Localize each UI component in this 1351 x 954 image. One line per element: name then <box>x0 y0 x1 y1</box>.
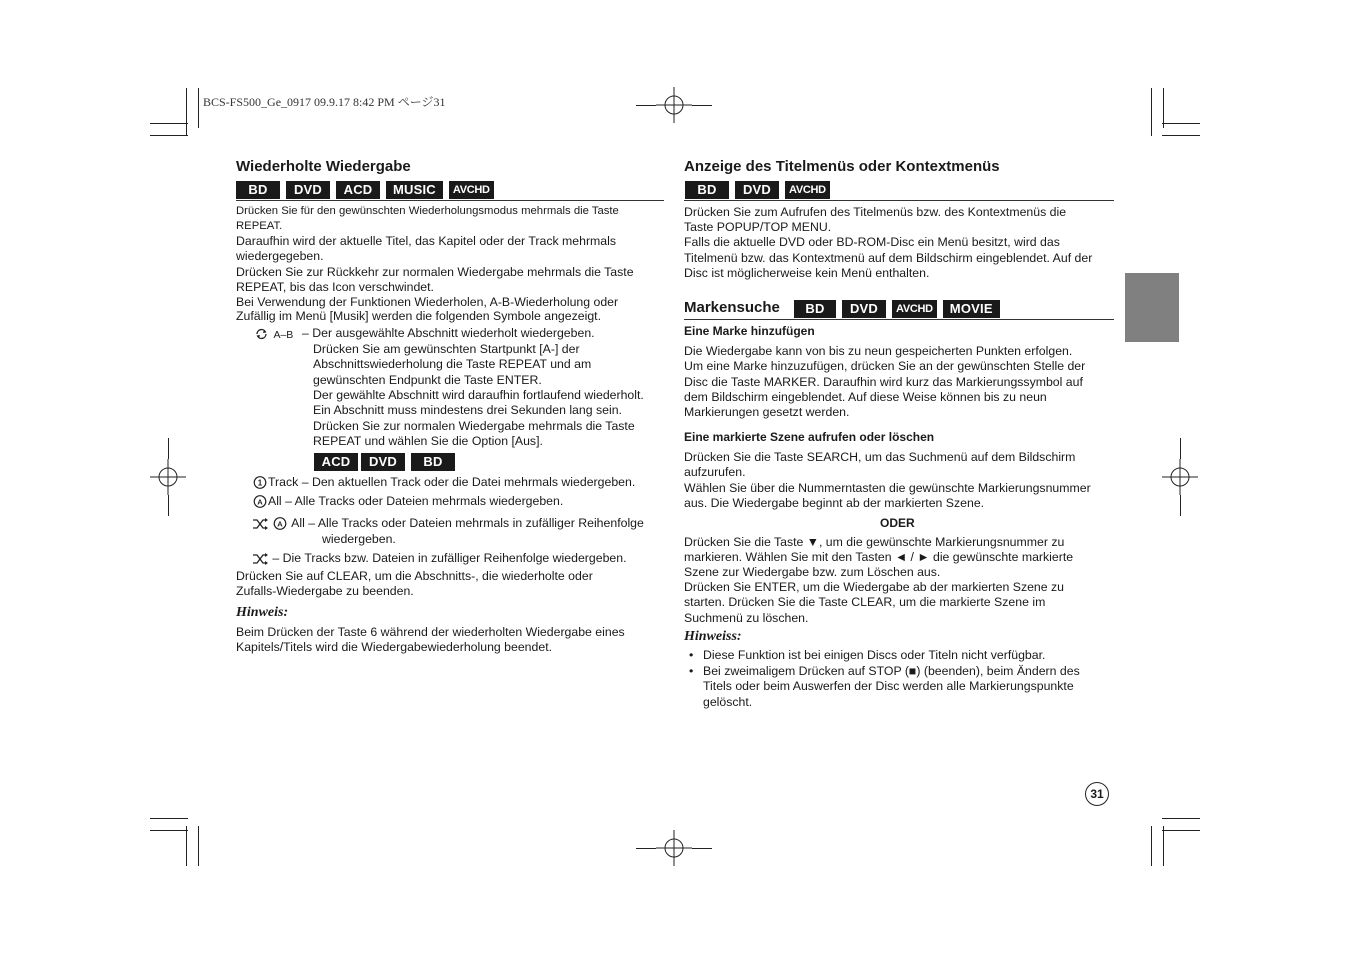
chapter-tab <box>1125 273 1179 342</box>
shuffle-icon <box>252 517 269 531</box>
disc-badges-marker <box>794 300 1006 318</box>
paragraph-line: Drücken Sie die Taste ▼, um die gewünschte Markierungsnummer zu <box>684 535 1065 549</box>
paragraph-line: Die Wiedergabe kann von bis zu neun gespeicherten Punkten erfolgen. <box>684 344 1073 358</box>
paragraph-line: Disc die Taste MARKER. Daraufhin wird kurz das Markierungssymbol auf <box>684 375 1083 389</box>
svg-text:A: A <box>257 497 263 507</box>
section-rule <box>684 319 1114 320</box>
paragraph-line: Wählen Sie über die Nummerntasten die gewünschte Markierungsnummer <box>684 481 1091 495</box>
badge-bd: BD <box>685 181 729 199</box>
bullet: • <box>689 648 694 662</box>
repeat-ab-line: Drücken Sie am gewünschten Startpunkt [A-] der <box>313 342 580 356</box>
paragraph-line: Drücken Sie ENTER, um die Wiedergabe ab der markierten Szene zu <box>684 580 1065 594</box>
paragraph-line: Daraufhin wird der aktuelle Titel, das Kapitel oder der Track mehrmals <box>236 234 617 248</box>
paragraph-line: REPEAT. <box>236 220 283 232</box>
repeat-all-text: All – Alle Tracks oder Dateien mehrmals wiedergeben. <box>268 494 564 508</box>
badge-movie: MOVIE <box>943 300 1000 318</box>
paragraph-line: Taste POPUP/TOP MENU. <box>684 220 832 234</box>
repeat-ab-row <box>254 325 293 343</box>
badge-avchd: AVCHD <box>449 181 494 199</box>
section-title-menu: Anzeige des Titelmenüs oder Kontextmenüs <box>684 158 1000 175</box>
disc-badges-repeat <box>236 181 500 199</box>
note-line: Kapitels/Titels wird die Wiedergabewiederholung beendet. <box>236 640 553 654</box>
repeat-ab-line: Ein Abschnitt muss mindestens drei Sekunden lang sein. <box>313 403 622 417</box>
repeat-ab-line: Drücken Sie zur normalen Wiedergabe mehrmals die Taste <box>313 419 635 433</box>
paragraph-line: Um eine Marke hinzuzufügen, drücken Sie an der gewünschten Stelle der <box>684 359 1086 373</box>
subheading-recall-marker: Eine markierte Szene aufrufen oder löschen <box>684 430 935 444</box>
shuffle-text: – Die Tracks bzw. Dateien in zufälliger Reihenfolge wiedergeben. <box>272 551 627 565</box>
paragraph-line: Szene zur Wiedergabe bzw. zum Löschen aus. <box>684 565 941 579</box>
paragraph-line: markieren. Wählen Sie mit den Tasten ◄ / ► die gewünschte markierte <box>684 550 1074 564</box>
paragraph-line: Zufällig im Menü [Musik] werden die folgenden Symbole angezeigt. <box>236 309 602 323</box>
badge-avchd: AVCHD <box>892 300 937 318</box>
note-item: Titels oder beim Auswerfen der Disc werden alle Markierungspunkte <box>703 679 1074 693</box>
repeat-ab-line: gewünschten Endpunkt die Taste ENTER. <box>313 373 542 387</box>
paragraph-line: aufzurufen. <box>684 465 746 479</box>
registration-mark-left <box>150 459 186 495</box>
note-item: Bei zweimaligem Drücken auf STOP (■) (beenden), beim Ändern des <box>703 664 1080 678</box>
badge-dvd: DVD <box>735 181 779 199</box>
repeat-icon <box>254 327 269 341</box>
badge-bd: BD <box>411 453 455 471</box>
badge-music: MUSIC <box>386 181 443 199</box>
paragraph-line: Disc ist möglicherweise kein Menü enthalten. <box>684 266 930 280</box>
paragraph-line: dem Bildschirm eingeblendet. Auf diese Weise können bis zu neun <box>684 390 1047 404</box>
badge-acd: ACD <box>314 453 358 471</box>
svg-text:1: 1 <box>257 478 263 488</box>
paragraph-line: Bei Verwendung der Funktionen Wiederholen, A-B-Wiederholung oder <box>236 295 619 309</box>
badge-dvd: DVD <box>286 181 330 199</box>
disc-badges-menu <box>685 181 836 199</box>
repeat-track-icon <box>252 475 268 490</box>
paragraph-line: aus. Die Wiedergabe beginnt ab der markierten Szene. <box>684 496 985 510</box>
note-line: Beim Drücken der Taste 6 während der wiederholten Wiedergabe eines <box>236 625 625 639</box>
repeat-ab-line: – Der ausgewählte Abschnitt wiederholt wiedergeben. <box>302 326 595 340</box>
note-item: Diese Funktion ist bei einigen Discs oder Titeln nicht verfügbar. <box>703 648 1046 662</box>
note-item: gelöscht. <box>703 695 753 709</box>
badge-dvd: DVD <box>361 453 405 471</box>
badge-bd: BD <box>236 181 280 199</box>
registration-mark-bottom <box>656 830 692 866</box>
paragraph-line: Drücken Sie zur Rückkehr zur normalen Wiedergabe mehrmals die Taste <box>236 265 634 279</box>
repeat-all-icon <box>252 494 268 509</box>
repeat-all-row <box>252 494 563 509</box>
clear-line: Zufalls-Wiedergabe zu beenden. <box>236 584 414 598</box>
badge-acd: ACD <box>336 181 380 199</box>
shuffle-icon <box>252 552 269 566</box>
note-title-right: Hinweiss: <box>684 629 742 644</box>
svg-text:A: A <box>277 519 284 529</box>
badge-bd: BD <box>794 300 836 318</box>
page-number: 31 <box>1085 782 1109 806</box>
paragraph-line: starten. Drücken Sie die Taste CLEAR, um die markierte Szene im <box>684 595 1046 609</box>
print-slug: BCS-FS500_Ge_0917 09.9.17 8:42 PM ページ31 <box>203 95 446 109</box>
repeat-all-icon <box>272 516 288 531</box>
badge-dvd: DVD <box>842 300 886 318</box>
note-title-left: Hinweis: <box>236 605 289 620</box>
badge-avchd: AVCHD <box>785 181 830 199</box>
section-title-marker: Markensuche <box>684 299 780 316</box>
shuffle-all-row <box>252 516 644 531</box>
registration-mark-top <box>656 87 692 123</box>
bullet: • <box>689 664 694 678</box>
paragraph-line: Drücken Sie für den gewünschten Wiederholungsmodus mehrmals die Taste <box>236 205 619 217</box>
repeat-ab-line: REPEAT und wählen Sie die Option [Aus]. <box>313 434 543 448</box>
disc-badges-ab <box>314 453 461 471</box>
section-title-repeat: Wiederholte Wiedergabe <box>236 158 411 175</box>
repeat-ab-line: Der gewählte Abschnitt wird daraufhin fortlaufend wiederholt. <box>313 388 644 402</box>
paragraph-line: wiedergegeben. <box>236 249 324 263</box>
paragraph-line: Falls die aktuelle DVD oder BD-ROM-Disc ein Menü besitzt, wird das <box>684 235 1060 249</box>
repeat-track-text: Track – Den aktuellen Track oder die Datei mehrmals wiedergeben. <box>268 475 636 489</box>
shuffle-row <box>252 551 627 566</box>
shuffle-all-text-cont: wiedergeben. <box>322 532 396 546</box>
section-rule <box>236 200 664 201</box>
registration-mark-right <box>1162 459 1198 495</box>
paragraph-line: Titelmenü bzw. das Kontextmenü auf dem Bildschirm eingeblendet. Auf der <box>684 251 1093 265</box>
subheading-add-marker: Eine Marke hinzufügen <box>684 324 815 338</box>
paragraph-line: Suchmenü zu löschen. <box>684 611 809 625</box>
repeat-track-row <box>252 475 635 490</box>
clear-line: Drücken Sie auf CLEAR, um die Abschnitts-, die wiederholte oder <box>236 569 593 583</box>
oder-label: ODER <box>880 516 915 530</box>
repeat-ab-label: A–B <box>273 329 294 341</box>
repeat-ab-line: Abschnittswiederholung die Taste REPEAT und am <box>313 357 592 371</box>
paragraph-line: Drücken Sie die Taste SEARCH, um das Suchmenü auf dem Bildschirm <box>684 450 1076 464</box>
shuffle-all-text: All – Alle Tracks oder Dateien mehrmals in zufälliger Reihenfolge <box>291 516 644 530</box>
paragraph-line: REPEAT, bis das Icon verschwindet. <box>236 280 434 294</box>
paragraph-line: Markierungen gesetzt werden. <box>684 405 850 419</box>
section-rule <box>684 200 1114 201</box>
paragraph-line: Drücken Sie zum Aufrufen des Titelmenüs bzw. des Kontextmenüs die <box>684 205 1067 219</box>
